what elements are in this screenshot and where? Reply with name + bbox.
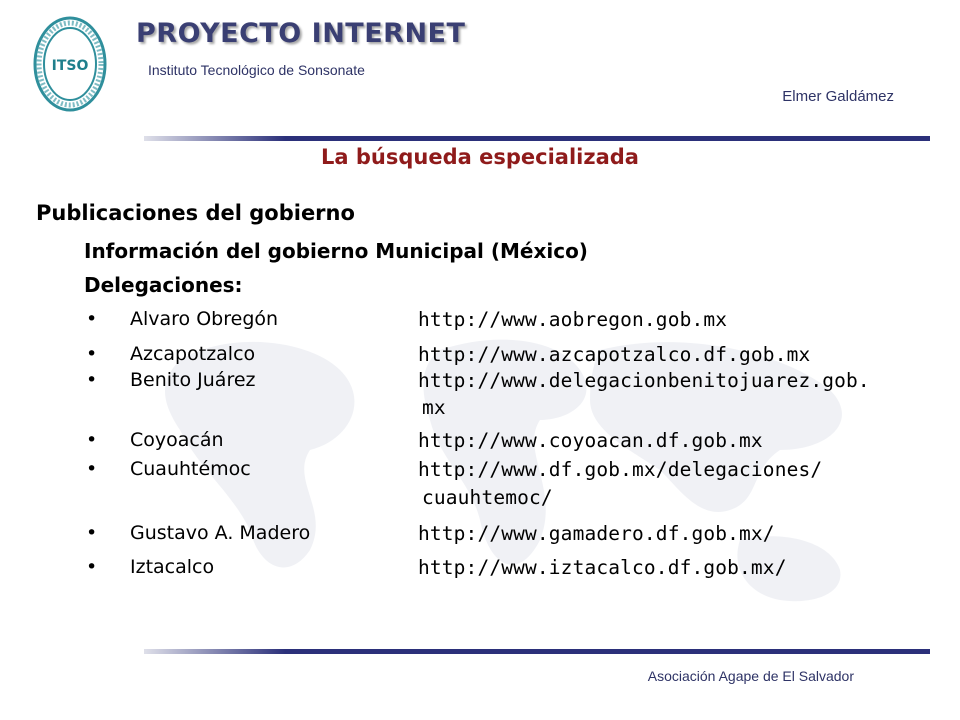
list-item bbox=[0, 522, 960, 552]
slide-title: La búsqueda especializada bbox=[321, 145, 639, 169]
author-name: Elmer Galdámez bbox=[782, 88, 894, 105]
list-item bbox=[0, 308, 960, 338]
footer-text: Asociación Agape de El Salvador bbox=[647, 668, 854, 684]
top-divider bbox=[144, 136, 930, 141]
bullet: • bbox=[86, 308, 98, 330]
bullet: • bbox=[86, 556, 98, 578]
delegacion-link-continuation[interactable]: mx bbox=[422, 396, 446, 419]
delegacion-link[interactable]: http://www.azcapotzalco.df.gob.mx bbox=[418, 343, 811, 366]
delegacion-link[interactable]: http://www.coyoacan.df.gob.mx bbox=[418, 429, 763, 452]
delegacion-name: Benito Juárez bbox=[130, 369, 256, 391]
brand-title: PROYECTO INTERNET bbox=[136, 18, 466, 49]
section-heading: Publicaciones del gobierno bbox=[36, 201, 355, 225]
bullet: • bbox=[86, 343, 98, 365]
delegacion-link[interactable]: http://www.gamadero.df.gob.mx/ bbox=[418, 522, 775, 545]
delegacion-name: Iztacalco bbox=[130, 556, 215, 578]
list-item bbox=[0, 369, 960, 425]
bullet: • bbox=[86, 369, 98, 391]
bullet: • bbox=[86, 458, 98, 480]
logo-text: ITSO bbox=[51, 58, 89, 74]
list-item bbox=[0, 556, 960, 586]
delegacion-link[interactable]: http://www.iztacalco.df.gob.mx/ bbox=[418, 556, 787, 579]
delegacion-name: Cuauhtémoc bbox=[130, 458, 251, 480]
institute-name: Instituto Tecnológico de Sonsonate bbox=[148, 62, 365, 78]
delegacion-link-continuation[interactable]: cuauhtemoc/ bbox=[422, 486, 553, 509]
bullet: • bbox=[86, 429, 98, 451]
delegacion-link[interactable]: http://www.aobregon.gob.mx bbox=[418, 308, 728, 331]
subheading: Información del gobierno Municipal (México) bbox=[84, 239, 588, 263]
delegacion-name: Alvaro Obregón bbox=[130, 308, 279, 330]
delegacion-link[interactable]: http://www.df.gob.mx/delegaciones/ bbox=[418, 458, 823, 481]
delegacion-link[interactable]: http://www.delegacionbenitojuarez.gob. bbox=[418, 369, 870, 392]
itso-logo bbox=[33, 16, 107, 112]
bullet: • bbox=[86, 522, 98, 544]
list-item bbox=[0, 458, 960, 518]
list-item bbox=[0, 429, 960, 459]
delegacion-name: Gustavo A. Madero bbox=[130, 522, 311, 544]
bottom-divider bbox=[144, 649, 930, 654]
delegacion-name: Azcapotzalco bbox=[130, 343, 256, 365]
subheading-delegaciones: Delegaciones: bbox=[84, 273, 243, 297]
delegacion-name: Coyoacán bbox=[130, 429, 224, 451]
